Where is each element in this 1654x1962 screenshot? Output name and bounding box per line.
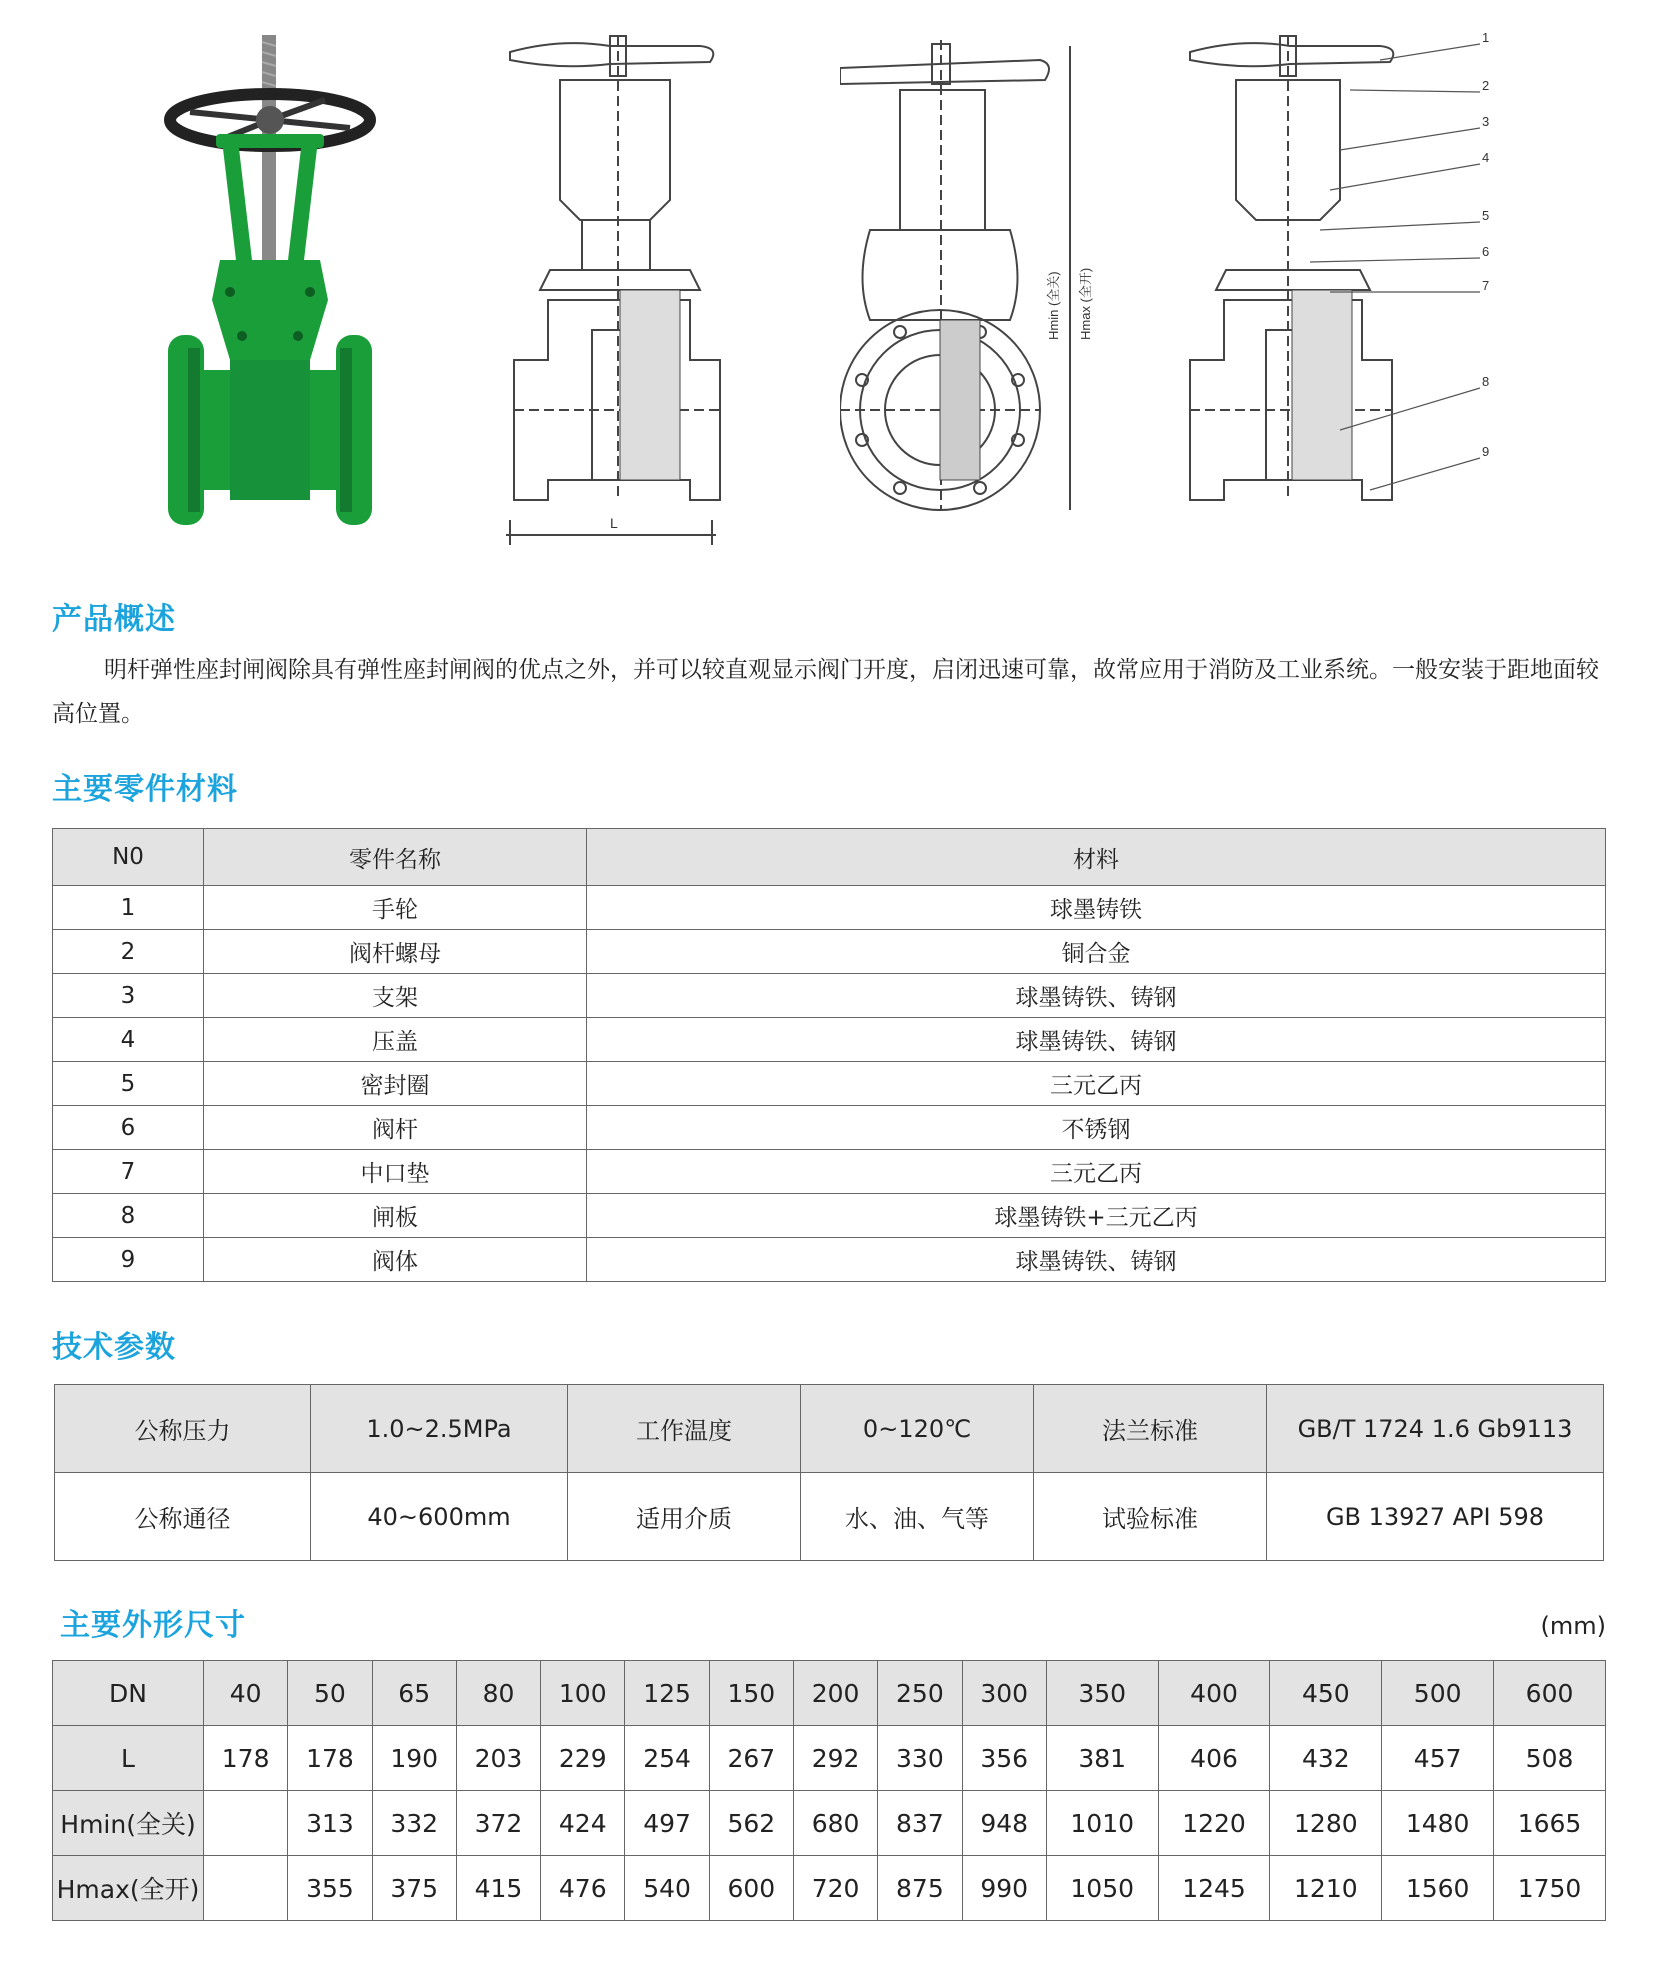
dims-cell: 1010 — [1046, 1791, 1158, 1856]
dims-cell: 500 — [1382, 1661, 1494, 1726]
dims-cell: 355 — [288, 1856, 372, 1921]
part-name: 支架 — [204, 974, 587, 1018]
callout-6: 6 — [1482, 244, 1490, 259]
tech-cell: 公称压力 — [55, 1385, 311, 1473]
part-name: 中口垫 — [204, 1150, 587, 1194]
part-no: 4 — [53, 1018, 204, 1062]
part-no: 3 — [53, 974, 204, 1018]
dims-cell: 990 — [962, 1856, 1046, 1921]
dims-cell: 432 — [1270, 1726, 1382, 1791]
dims-cell: 65 — [372, 1661, 456, 1726]
dims-cell: 562 — [709, 1791, 793, 1856]
dims-cell: 267 — [709, 1726, 793, 1791]
table-row — [53, 1106, 1606, 1150]
dims-cell: 100 — [541, 1661, 625, 1726]
tech-cell: GB 13927 API 598 — [1267, 1473, 1604, 1561]
dims-table — [52, 1660, 1606, 1921]
tech-cell: 适用介质 — [568, 1473, 801, 1561]
dims-cell: 540 — [625, 1856, 709, 1921]
dims-cell: 178 — [204, 1726, 288, 1791]
dims-cell: 680 — [793, 1791, 877, 1856]
dims-cell: 200 — [793, 1661, 877, 1726]
dims-cell: 424 — [541, 1791, 625, 1856]
part-material: 铜合金 — [587, 930, 1606, 974]
table-row — [53, 1062, 1606, 1106]
dims-cell: 292 — [793, 1726, 877, 1791]
parts-header-name: 零件名称 — [204, 829, 587, 886]
dims-cell: 80 — [456, 1661, 540, 1726]
tech-cell: 公称通径 — [55, 1473, 311, 1561]
parts-header-material: 材料 — [587, 829, 1606, 886]
part-no: 1 — [53, 886, 204, 930]
table-row — [53, 1726, 1606, 1791]
valve-front-drawing — [840, 40, 1100, 550]
part-name: 阀杆 — [204, 1106, 587, 1150]
callout-7: 7 — [1482, 278, 1490, 293]
dims-cell: 415 — [456, 1856, 540, 1921]
dims-cell: 1665 — [1494, 1791, 1606, 1856]
dims-row-label: DN — [53, 1661, 204, 1726]
dims-cell: 1560 — [1382, 1856, 1494, 1921]
dims-cell: 1750 — [1494, 1856, 1606, 1921]
part-no: 6 — [53, 1106, 204, 1150]
table-row — [53, 1856, 1606, 1921]
dims-cell: 203 — [456, 1726, 540, 1791]
dims-cell: 372 — [456, 1791, 540, 1856]
parts-header-row — [53, 829, 1606, 886]
dims-unit: (mm) — [1540, 1612, 1606, 1640]
part-material: 三元乙丙 — [587, 1150, 1606, 1194]
dims-cell: 332 — [372, 1791, 456, 1856]
table-row — [53, 1150, 1606, 1194]
parts-table — [52, 828, 1606, 1282]
parts-heading: 主要零件材料 — [52, 772, 238, 807]
callout-4: 4 — [1482, 150, 1490, 165]
part-name: 阀杆螺母 — [204, 930, 587, 974]
dims-row-label: Hmin(全关) — [53, 1791, 204, 1856]
dims-heading: 主要外形尺寸 — [60, 1608, 246, 1643]
dims-cell: 1210 — [1270, 1856, 1382, 1921]
figure-row — [0, 0, 1654, 580]
part-material: 球墨铸铁+三元乙丙 — [587, 1194, 1606, 1238]
dims-cell: 450 — [1270, 1661, 1382, 1726]
part-material: 球墨铸铁、铸钢 — [587, 1238, 1606, 1282]
part-no: 2 — [53, 930, 204, 974]
dims-cell: 497 — [625, 1791, 709, 1856]
table-row — [53, 886, 1606, 930]
tech-cell: 40~600mm — [311, 1473, 568, 1561]
part-name: 手轮 — [204, 886, 587, 930]
dims-cell: 150 — [709, 1661, 793, 1726]
dims-cell: 375 — [372, 1856, 456, 1921]
table-row — [53, 1194, 1606, 1238]
callout-2: 2 — [1482, 78, 1490, 93]
part-no: 5 — [53, 1062, 204, 1106]
dims-cell: 1050 — [1046, 1856, 1158, 1921]
callout-3: 3 — [1482, 114, 1490, 129]
part-name: 密封圈 — [204, 1062, 587, 1106]
dims-cell: 381 — [1046, 1726, 1158, 1791]
dims-row-label: Hmax(全开) — [53, 1856, 204, 1921]
part-no: 8 — [53, 1194, 204, 1238]
part-material: 三元乙丙 — [587, 1062, 1606, 1106]
tech-cell: 试验标准 — [1034, 1473, 1267, 1561]
dims-cell: 875 — [878, 1856, 962, 1921]
valve-parts-drawing — [1180, 30, 1500, 550]
part-no: 7 — [53, 1150, 204, 1194]
valve-section-drawing — [500, 30, 730, 555]
dim-label-hmin: Hmin (全关) — [1046, 271, 1061, 340]
dims-cell: 508 — [1494, 1726, 1606, 1791]
dim-label-hmax: Hmax (全开) — [1078, 267, 1093, 340]
tech-cell: 水、油、气等 — [801, 1473, 1034, 1561]
dims-cell: 457 — [1382, 1726, 1494, 1791]
dims-cell: 178 — [288, 1726, 372, 1791]
dims-cell: 313 — [288, 1791, 372, 1856]
dims-cell: 190 — [372, 1726, 456, 1791]
overview-heading: 产品概述 — [52, 602, 176, 637]
table-row — [55, 1473, 1604, 1561]
tech-cell: 1.0~2.5MPa — [311, 1385, 568, 1473]
dims-cell: 300 — [962, 1661, 1046, 1726]
dims-cell: 125 — [625, 1661, 709, 1726]
callout-8: 8 — [1482, 374, 1490, 389]
callout-1: 1 — [1482, 30, 1490, 45]
dim-label-l: L — [610, 515, 618, 531]
dims-row-label: L — [53, 1726, 204, 1791]
valve-photo — [160, 30, 380, 535]
tech-table — [54, 1384, 1604, 1561]
table-row — [53, 1238, 1606, 1282]
part-material: 球墨铸铁、铸钢 — [587, 1018, 1606, 1062]
table-row — [53, 1018, 1606, 1062]
table-row — [53, 930, 1606, 974]
dims-cell: 1480 — [1382, 1791, 1494, 1856]
part-no: 9 — [53, 1238, 204, 1282]
callout-5: 5 — [1482, 208, 1490, 223]
table-row — [53, 974, 1606, 1018]
part-material: 不锈钢 — [587, 1106, 1606, 1150]
dims-cell: 1220 — [1158, 1791, 1270, 1856]
tech-cell: 工作温度 — [568, 1385, 801, 1473]
dims-cell: 1280 — [1270, 1791, 1382, 1856]
dims-cell: 1245 — [1158, 1856, 1270, 1921]
dims-cell: 837 — [878, 1791, 962, 1856]
tech-cell: GB/T 1724 1.6 Gb9113 — [1267, 1385, 1604, 1473]
part-material: 球墨铸铁、铸钢 — [587, 974, 1606, 1018]
dims-cell: 356 — [962, 1726, 1046, 1791]
tech-cell: 0~120℃ — [801, 1385, 1034, 1473]
part-name: 闸板 — [204, 1194, 587, 1238]
dims-cell — [204, 1856, 288, 1921]
dims-cell — [204, 1791, 288, 1856]
part-name: 阀体 — [204, 1238, 587, 1282]
dims-cell: 350 — [1046, 1661, 1158, 1726]
part-material: 球墨铸铁 — [587, 886, 1606, 930]
dims-cell: 330 — [878, 1726, 962, 1791]
dims-cell: 600 — [709, 1856, 793, 1921]
dims-cell: 50 — [288, 1661, 372, 1726]
table-row — [53, 1791, 1606, 1856]
parts-header-no: N0 — [53, 829, 204, 886]
dims-cell: 40 — [204, 1661, 288, 1726]
dims-cell: 600 — [1494, 1661, 1606, 1726]
callout-9: 9 — [1482, 444, 1490, 459]
dims-cell: 250 — [878, 1661, 962, 1726]
dims-cell: 400 — [1158, 1661, 1270, 1726]
dims-cell: 476 — [541, 1856, 625, 1921]
dims-cell: 948 — [962, 1791, 1046, 1856]
table-row — [55, 1385, 1604, 1473]
dims-cell: 229 — [541, 1726, 625, 1791]
tech-cell: 法兰标准 — [1034, 1385, 1267, 1473]
tech-heading: 技术参数 — [52, 1330, 176, 1365]
dims-cell: 720 — [793, 1856, 877, 1921]
table-row — [53, 1661, 1606, 1726]
overview-text: 明杆弹性座封闸阀除具有弹性座封闸阀的优点之外，并可以较直观显示阀门开度，启闭迅速可靠，故常应用于消防及工业系统。一般安装于距地面较高位置。 — [52, 657, 1599, 727]
part-name: 压盖 — [204, 1018, 587, 1062]
dims-cell: 254 — [625, 1726, 709, 1791]
dims-cell: 406 — [1158, 1726, 1270, 1791]
